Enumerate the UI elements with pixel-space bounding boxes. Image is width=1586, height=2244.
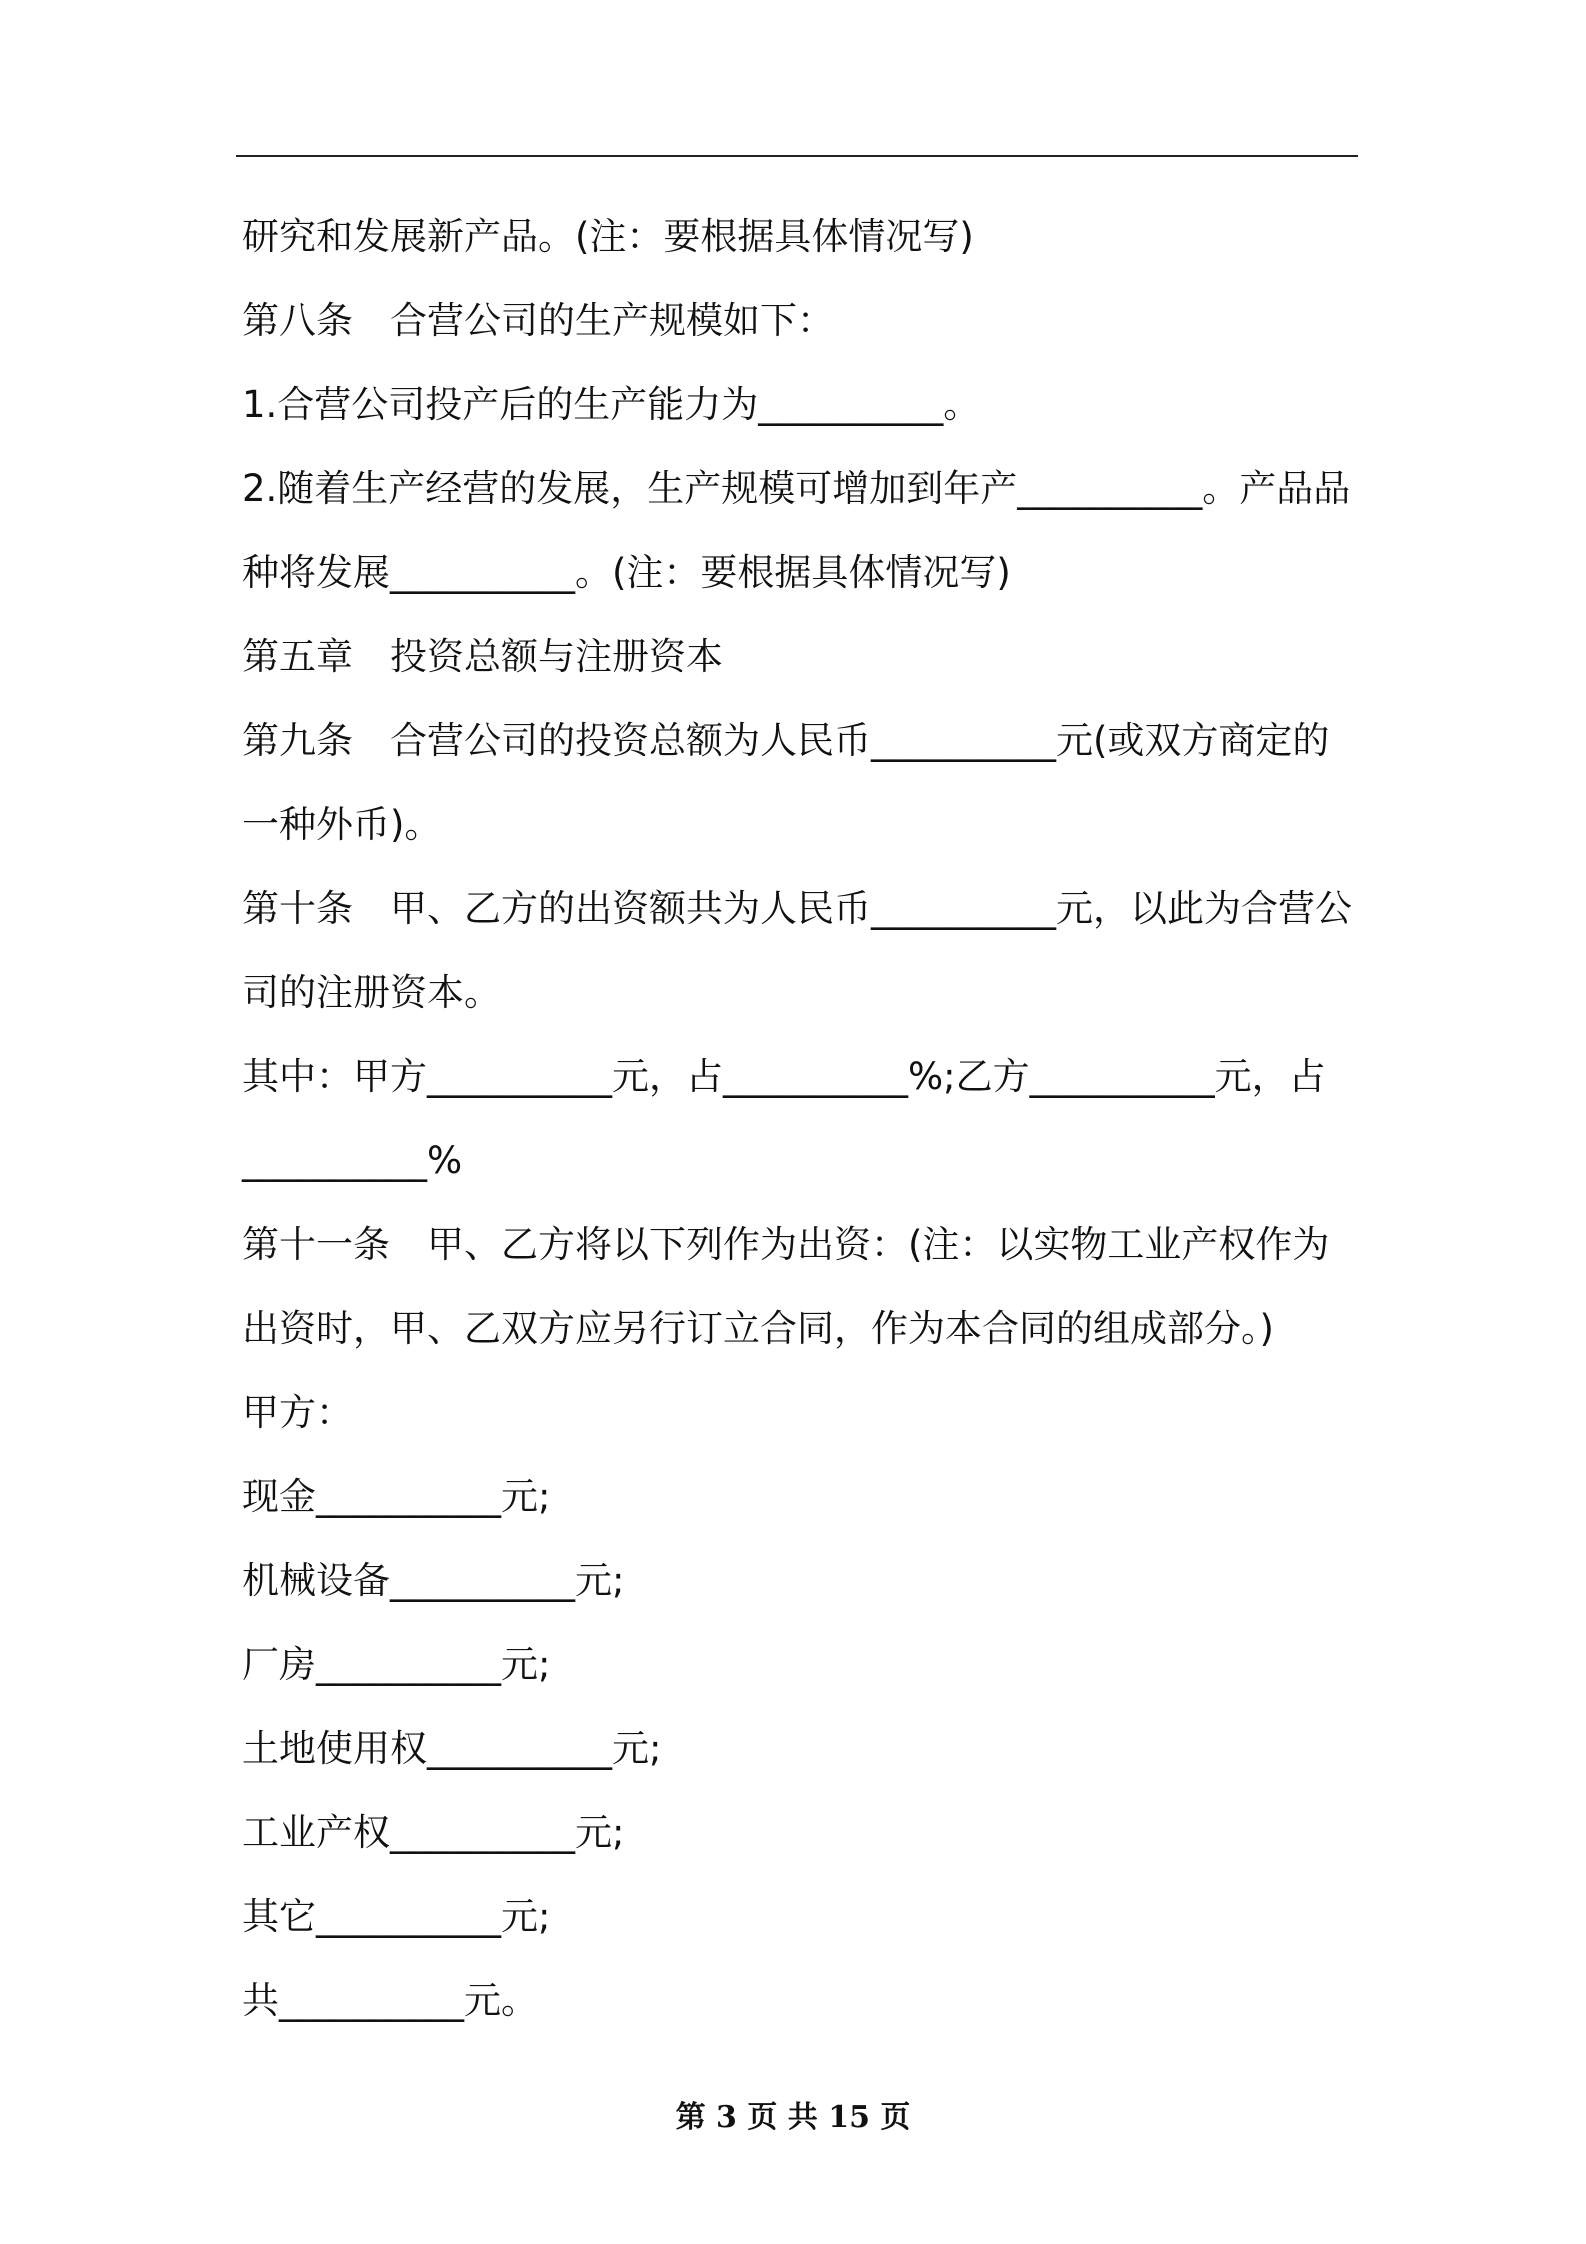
paragraph-line: 一种外币)。: [242, 803, 442, 846]
article-9-line: 第九条 合营公司的投资总额为人民币__________元(或双方商定的: [242, 719, 1330, 762]
paragraph-line: __________%: [242, 1139, 463, 1182]
paragraph-line: 其中：甲方__________元，占__________%;乙方__________元，占: [242, 1055, 1326, 1098]
page-number: 第 3 页 共 15 页: [675, 2100, 911, 2135]
contribution-item: 工业产权__________元;: [242, 1811, 625, 1854]
contribution-item: 其它__________元;: [242, 1895, 551, 1938]
header-rule: [236, 155, 1358, 157]
article-11-line: 第十一条 甲、乙方将以下列作为出资：(注：以实物工业产权作为: [242, 1223, 1330, 1266]
paragraph-line: 司的注册资本。: [242, 971, 501, 1014]
contribution-item: 厂房__________元;: [242, 1643, 551, 1686]
party-a-label: 甲方：: [242, 1391, 353, 1434]
article-10-line: 第十条 甲、乙方的出资额共为人民币__________元，以此为合营公: [242, 887, 1352, 930]
paragraph-line: 2.随着生产经营的发展，生产规模可增加到年产__________。产品品: [242, 467, 1351, 510]
contribution-item: 现金__________元;: [242, 1475, 551, 1518]
document-body: [242, 195, 1358, 2043]
paragraph-line: 研究和发展新产品。(注：要根据具体情况写): [242, 215, 974, 258]
chapter-5-heading: 第五章 投资总额与注册资本: [242, 635, 723, 678]
paragraph-line: 种将发展__________。(注：要根据具体情况写): [242, 551, 1011, 594]
contribution-item: 机械设备__________元;: [242, 1559, 625, 1602]
paragraph-line: 1.合营公司投产后的生产能力为__________。: [242, 383, 981, 426]
article-8-heading: 第八条 合营公司的生产规模如下：: [242, 299, 834, 342]
contribution-total: 共__________元。: [242, 1979, 538, 2022]
contribution-item: 土地使用权__________元;: [242, 1727, 662, 1770]
paragraph-line: 出资时，甲、乙双方应另行订立合同，作为本合同的组成部分。): [242, 1307, 1274, 1350]
